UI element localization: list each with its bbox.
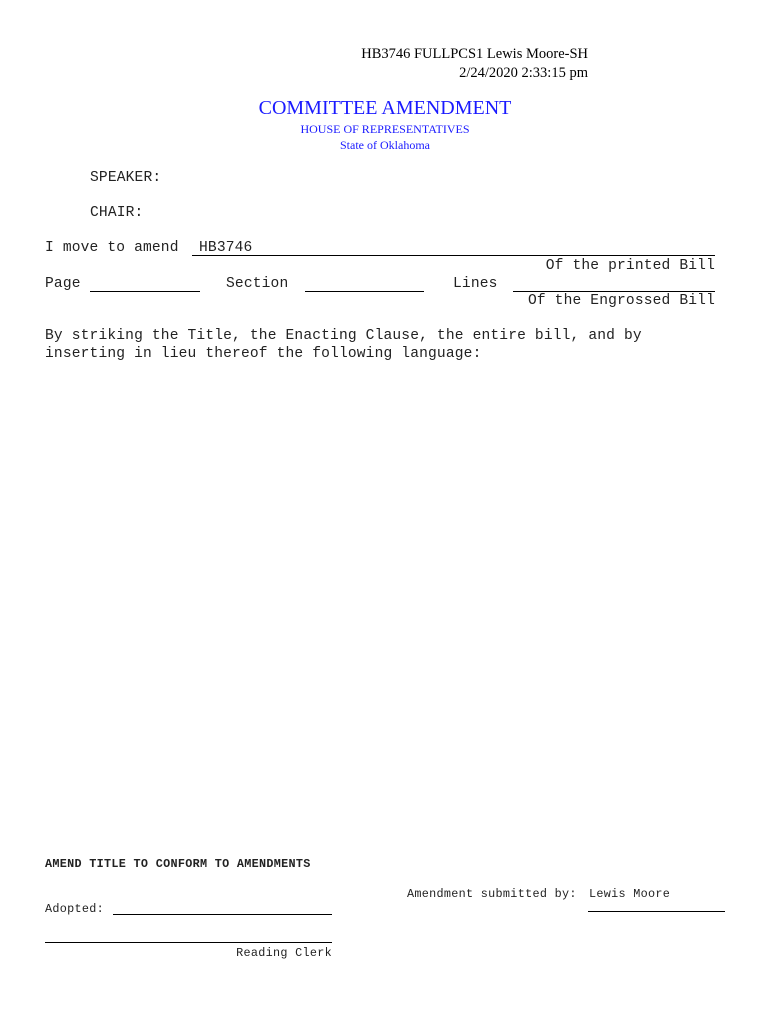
bill-number-line	[192, 255, 715, 256]
chamber-name: HOUSE OF REPRESENTATIVES	[300, 122, 470, 136]
state-name: State of Oklahoma	[340, 138, 430, 152]
body-text-line-2: inserting in lieu thereof the following language:	[45, 346, 482, 362]
submitted-by-label: Amendment submitted by:	[407, 887, 577, 901]
adopted-label: Adopted:	[45, 902, 105, 916]
submitter-name: Lewis Moore	[589, 887, 671, 901]
engrossed-bill-label: Of the Engrossed Bill	[527, 293, 715, 309]
lines-field-line	[513, 291, 715, 292]
page-field-line	[90, 291, 200, 292]
section-label: Section	[226, 276, 289, 292]
body-text-line-1: By striking the Title, the Enacting Clause, the entire bill, and by	[45, 328, 642, 344]
lines-label: Lines	[453, 276, 498, 292]
document-id: HB3746 FULLPCS1 Lewis Moore-SH	[361, 46, 588, 62]
bill-number-field: HB3746	[199, 240, 253, 256]
page-label: Page	[45, 276, 81, 292]
reading-clerk-line	[45, 942, 332, 943]
speaker-label: SPEAKER:	[90, 170, 162, 186]
document-timestamp: 2/24/2020 2:33:15 pm	[459, 65, 588, 81]
reading-clerk-label: Reading Clerk	[236, 946, 332, 960]
amend-title-heading: AMEND TITLE TO CONFORM TO AMENDMENTS	[45, 857, 311, 871]
section-field-line	[305, 291, 424, 292]
amend-label: I move to amend	[45, 240, 179, 256]
page-title: COMMITTEE AMENDMENT	[258, 97, 512, 119]
adopted-line	[113, 914, 332, 915]
chair-label: CHAIR:	[90, 205, 144, 221]
submitter-line	[588, 911, 725, 912]
printed-bill-label: Of the printed Bill	[545, 258, 715, 274]
